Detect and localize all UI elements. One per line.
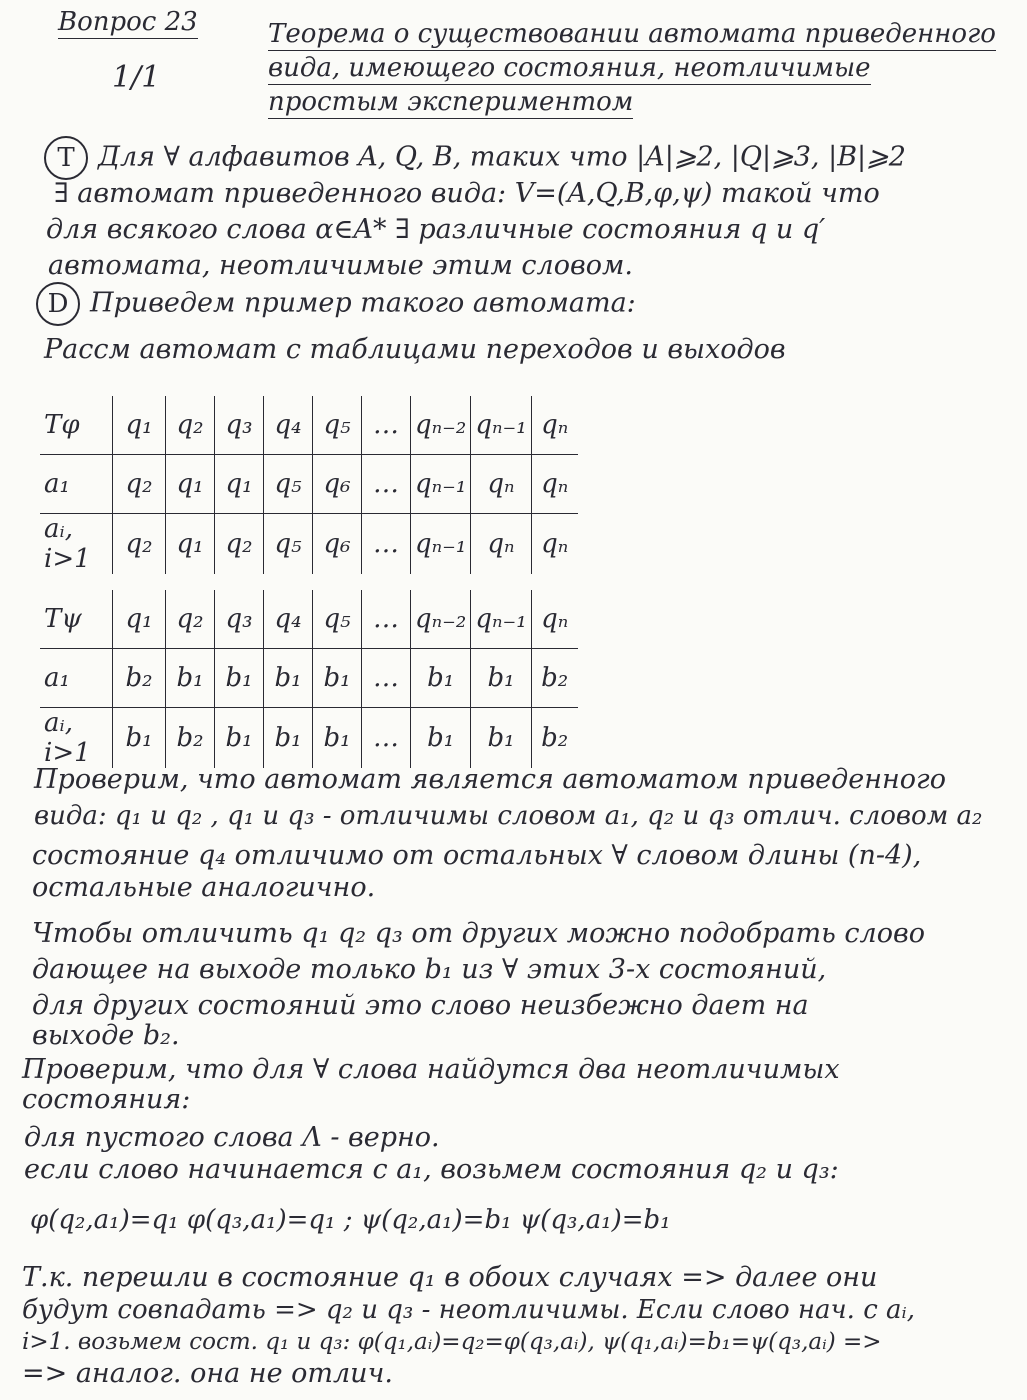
table-cell: … xyxy=(362,708,411,769)
table-cell: b₂ xyxy=(113,649,166,708)
transition-table xyxy=(40,396,578,574)
table-cell: b₁ xyxy=(166,649,215,708)
table-row-label: a₁ xyxy=(40,455,113,514)
table-corner: Tψ xyxy=(44,604,82,634)
body-line: будут совпадать => q₂ и q₃ - неотличимы. Если слово нач. с aᵢ, xyxy=(22,1295,916,1325)
table-cell: b₁ xyxy=(313,708,362,769)
table-header-cell: q₄ xyxy=(264,396,313,455)
table-cell: qₙ₋₁ xyxy=(411,514,471,575)
table-cell: q₆ xyxy=(313,514,362,575)
table-header-cell: qₙ₋₁ xyxy=(471,590,531,649)
table-cell: b₁ xyxy=(471,649,531,708)
table-cell: b₁ xyxy=(215,708,264,769)
table-cell: q₁ xyxy=(215,455,264,514)
body-line: i>1. возьмем сост. q₁ и q₃: φ(q₁,aᵢ)=q₂=φ(q₃,aᵢ), ψ(q₁,aᵢ)=b₁=ψ(q₃,aᵢ) => xyxy=(22,1329,882,1355)
table-cell: q₅ xyxy=(264,514,313,575)
table-cell: q₁ xyxy=(166,455,215,514)
table-row xyxy=(40,396,578,455)
table-cell: b₁ xyxy=(264,708,313,769)
proof-line-1: D Приведем пример такого автомата: xyxy=(36,282,636,326)
title-line-3: простым экспериментом xyxy=(268,87,634,117)
table-header-cell: q₂ xyxy=(166,590,215,649)
table-cell: b₁ xyxy=(215,649,264,708)
table-cell: b₁ xyxy=(411,708,471,769)
body-line: для других состояний это слово неизбежно дает на xyxy=(32,990,809,1021)
table-header-cell: … xyxy=(362,396,411,455)
table-cell: … xyxy=(362,455,411,514)
table-row-label: aᵢ, i>1 xyxy=(40,514,113,575)
table-cell: … xyxy=(362,514,411,575)
title-line-2: вида, имеющего состояния, неотличимые xyxy=(268,53,871,83)
table-cell: q₂ xyxy=(113,514,166,575)
table-cell: qₙ xyxy=(531,514,578,575)
body-line: Т.к. перешли в состояние q₁ в обоих случаях => далее они xyxy=(22,1262,878,1293)
table-cell: q₂ xyxy=(215,514,264,575)
theorem-line-4: автомата, неотличимые этим словом. xyxy=(48,250,633,281)
table-cell: … xyxy=(362,649,411,708)
theorem-line-2: ∃ автомат приведенного вида: V=(A,Q,B,φ,ψ) такой что xyxy=(54,178,880,209)
table-row-label: a₁ xyxy=(40,649,113,708)
table-cell: b₁ xyxy=(411,649,471,708)
table-header-cell: q₅ xyxy=(313,590,362,649)
table-header-cell: qₙ₋₁ xyxy=(471,396,531,455)
table-header-cell: … xyxy=(362,590,411,649)
body-line: состояния: xyxy=(22,1084,191,1115)
table-cell: q₁ xyxy=(166,514,215,575)
table-cell: q₅ xyxy=(264,455,313,514)
body-line: => аналог. она не отлич. xyxy=(22,1358,393,1389)
table-cell: b₂ xyxy=(166,708,215,769)
table-header-cell: q₁ xyxy=(113,590,166,649)
table-cell: b₁ xyxy=(471,708,531,769)
table-row xyxy=(40,455,578,514)
proof-line-2: Рассм автомат с таблицами переходов и выходов xyxy=(44,334,786,365)
theorem-mark: T xyxy=(44,136,88,180)
body-line: остальные аналогично. xyxy=(32,872,376,903)
question-number: Вопрос 23 xyxy=(58,7,198,37)
table-header-cell: q₂ xyxy=(166,396,215,455)
body-line: Проверим, что автомат является автоматом приведенного xyxy=(34,764,946,795)
table-corner: Tφ xyxy=(44,410,80,440)
table-header-cell: q₃ xyxy=(215,396,264,455)
table-cell: b₂ xyxy=(531,649,578,708)
output-table xyxy=(40,590,578,768)
body-line: выходе b₂. xyxy=(32,1020,180,1051)
table-cell: qₙ₋₁ xyxy=(411,455,471,514)
table-cell: q₂ xyxy=(113,455,166,514)
table-row xyxy=(40,514,578,575)
table-header-cell: qₙ₋₂ xyxy=(411,396,471,455)
body-line: дающее на выходе только b₁ из ∀ этих 3-х состояний, xyxy=(32,954,827,985)
body-line: вида: q₁ и q₂ , q₁ и q₃ - отличимы словом a₁, q₂ и q₃ отлич. словом a₂ xyxy=(34,801,983,831)
table-cell: qₙ xyxy=(471,514,531,575)
table-header-cell: q₄ xyxy=(264,590,313,649)
table-row-label: aᵢ, i>1 xyxy=(40,708,113,769)
table-header-cell: q₅ xyxy=(313,396,362,455)
body-line: Чтобы отличить q₁ q₂ q₃ от других можно подобрать слово xyxy=(32,918,925,949)
table-cell: b₂ xyxy=(531,708,578,769)
table-header-cell: qₙ₋₂ xyxy=(411,590,471,649)
table-header-cell: q₃ xyxy=(215,590,264,649)
table-cell: b₁ xyxy=(313,649,362,708)
page-number: 1/1 xyxy=(112,60,161,95)
body-line: для пустого слова Λ - верно. xyxy=(24,1122,440,1153)
table-header-cell: qₙ xyxy=(531,396,578,455)
table-cell: b₁ xyxy=(264,649,313,708)
theorem-line-1: T Для ∀ алфавитов A, Q, B, таких что |A|⩾2, |Q|⩾3, |B|⩾2 xyxy=(44,136,906,180)
proof-mark: D xyxy=(36,282,80,326)
table-header-cell: q₁ xyxy=(113,396,166,455)
body-line: Проверим, что для ∀ слова найдутся два неотличимых xyxy=(22,1054,840,1085)
table-row xyxy=(40,708,578,769)
table-cell: q₆ xyxy=(313,455,362,514)
table-header-cell: qₙ xyxy=(531,590,578,649)
body-line: состояние q₄ отличимо от остальных ∀ словом длины (n-4), xyxy=(32,840,922,871)
title-line-1: Теорема о существовании автомата приведенного xyxy=(268,19,996,49)
table-row xyxy=(40,590,578,649)
formula-line: φ(q₂,a₁)=q₁ φ(q₃,a₁)=q₁ ; ψ(q₂,a₁)=b₁ ψ(q₃,a₁)=b₁ xyxy=(30,1205,671,1235)
table-cell: qₙ xyxy=(471,455,531,514)
table-row xyxy=(40,649,578,708)
body-line: если слово начинается с a₁, возьмем состояния q₂ и q₃: xyxy=(24,1154,839,1185)
table-cell: b₁ xyxy=(113,708,166,769)
theorem-line-3: для всякого слова α∈A* ∃ различные состояния q и q′ xyxy=(46,214,826,245)
table-cell: qₙ xyxy=(531,455,578,514)
